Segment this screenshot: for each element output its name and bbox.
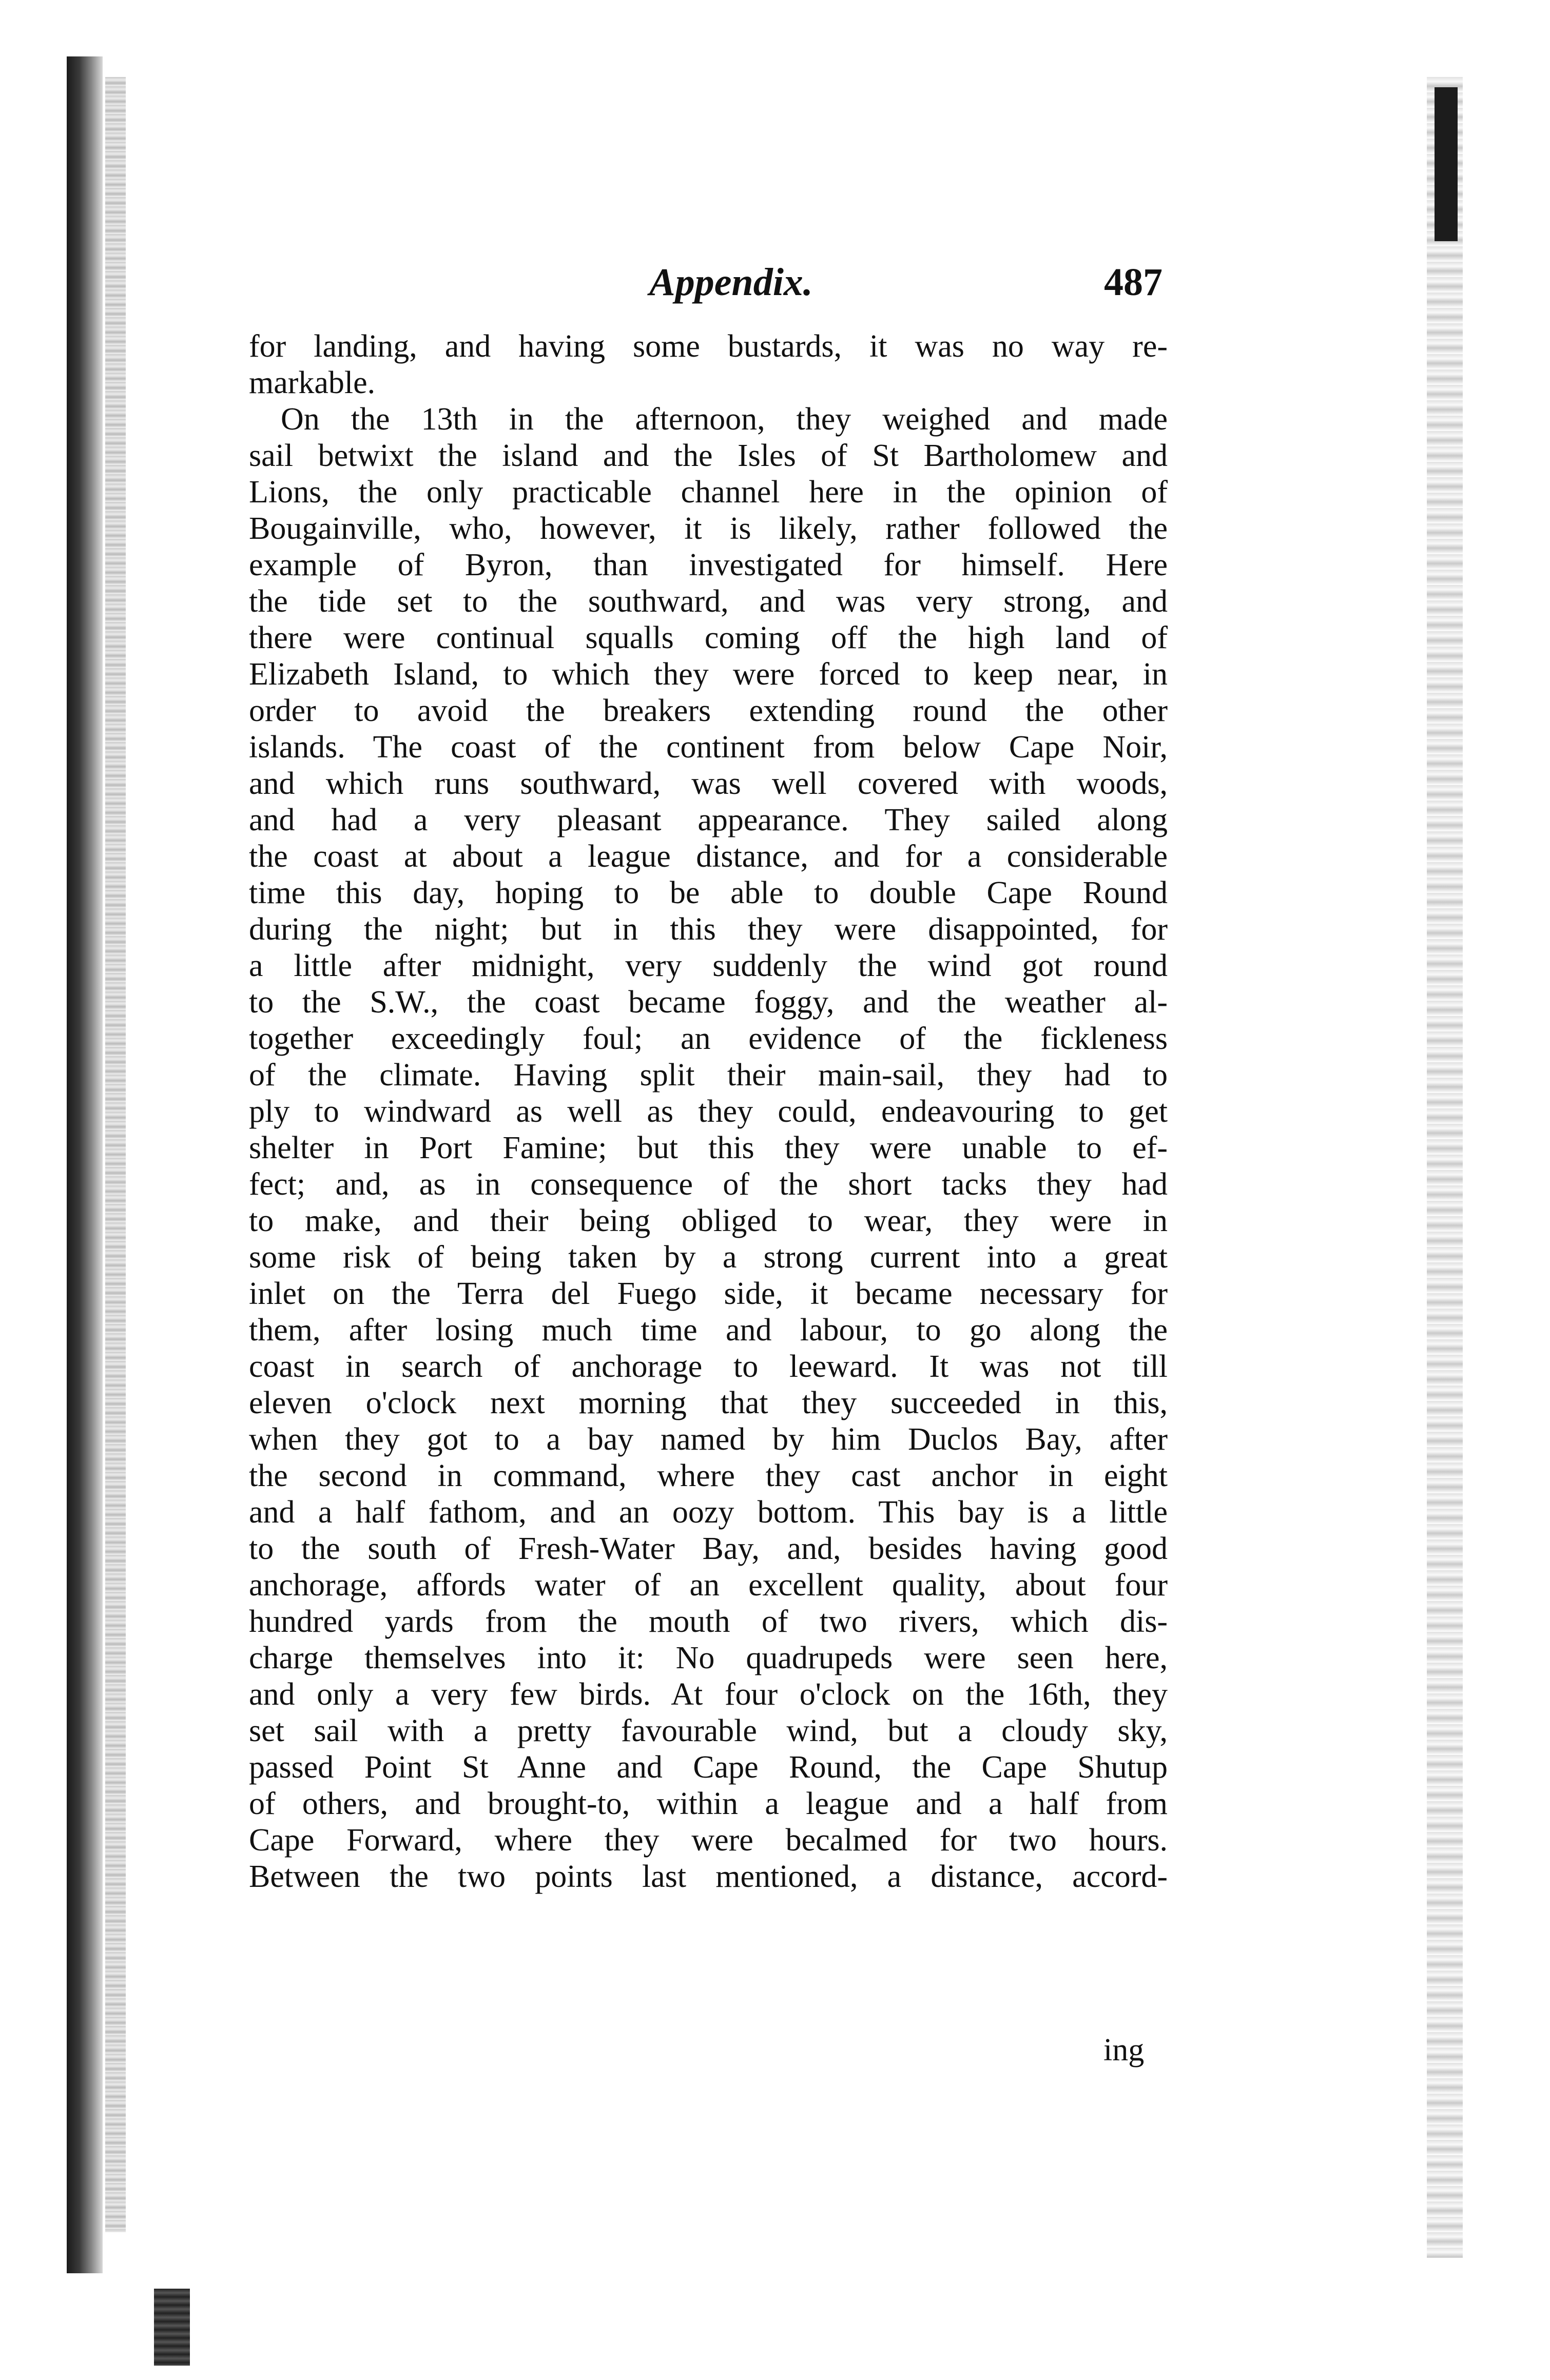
text-line: and which runs southward, was well covered with woods, <box>249 766 1168 801</box>
text-line: set sail with a pretty favourable wind, but a cloudy sky, <box>249 1713 1168 1748</box>
page-number: 487 <box>1104 261 1162 304</box>
text-line: of others, and brought-to, within a league and a half from <box>249 1786 1168 1821</box>
text-line: and had a very pleasant appearance. They sailed along <box>249 803 1168 837</box>
text-line: the coast at about a league distance, and for a considerable <box>249 839 1168 874</box>
page-edge-texture <box>105 77 126 2232</box>
text-line: to the S.W., the coast became foggy, and the weather al- <box>249 985 1168 1020</box>
catchword: ing <box>1103 2033 1145 2067</box>
running-title: Appendix. <box>649 261 813 304</box>
text-line: Elizabeth Island, to which they were forced to keep near, in <box>249 657 1168 692</box>
text-line: inlet on the Terra del Fuego side, it became necessary for <box>249 1276 1168 1311</box>
page-header <box>249 257 1173 313</box>
text-line: of the climate. Having split their main-sail, they had to <box>249 1058 1168 1093</box>
binding-shadow <box>67 56 103 2273</box>
text-line: a little after midnight, very suddenly the wind got round <box>249 948 1168 983</box>
scan-artifact-right <box>1435 87 1458 241</box>
text-line: to make, and their being obliged to wear, they were in <box>249 1203 1168 1238</box>
text-line: On the 13th in the afternoon, they weighed and made <box>281 402 1168 437</box>
text-line: Cape Forward, where they were becalmed for two hours. <box>249 1823 1168 1858</box>
text-line: fect; and, as in consequence of the short tacks they had <box>249 1167 1168 1202</box>
text-line: charge themselves into it: No quadrupeds were seen here, <box>249 1641 1168 1675</box>
text-line: sail betwixt the island and the Isles of St Bartholomew and <box>249 438 1168 473</box>
text-line: anchorage, affords water of an excellent quality, about four <box>249 1568 1168 1603</box>
page-edge-texture-right <box>1427 77 1463 2258</box>
body-text <box>249 328 1168 1895</box>
text-line: shelter in Port Famine; but this they were unable to ef- <box>249 1130 1168 1165</box>
text-line: to the south of Fresh-Water Bay, and, besides having good <box>249 1531 1168 1566</box>
text-line: markable. <box>249 365 376 400</box>
text-line: and a half fathom, and an oozy bottom. This bay is a little <box>249 1495 1168 1530</box>
text-line: the second in command, where they cast anchor in eight <box>249 1458 1168 1493</box>
text-line: passed Point St Anne and Cape Round, the Cape Shutup <box>249 1750 1168 1785</box>
text-line: ply to windward as well as they could, endeavouring to get <box>249 1094 1168 1129</box>
text-line: order to avoid the breakers extending round the other <box>249 693 1168 728</box>
text-line: during the night; but in this they were disappointed, for <box>249 912 1168 947</box>
scan-artifact <box>154 2289 190 2366</box>
text-line: Lions, the only practicable channel here in the opinion of <box>249 475 1168 510</box>
text-line: Bougainville, who, however, it is likely, rather followed the <box>249 511 1168 546</box>
text-line: when they got to a bay named by him Duclos Bay, after <box>249 1422 1168 1457</box>
text-line: hundred yards from the mouth of two rivers, which dis- <box>249 1604 1168 1639</box>
text-line: for landing, and having some bustards, it was no way re- <box>249 329 1168 364</box>
text-line: some risk of being taken by a strong current into a great <box>249 1240 1168 1275</box>
text-line: eleven o'clock next morning that they succeeded in this, <box>249 1386 1168 1420</box>
text-line: the tide set to the southward, and was very strong, and <box>249 584 1168 619</box>
text-line: islands. The coast of the continent from below Cape Noir, <box>249 730 1168 765</box>
text-line: time this day, hoping to be able to double Cape Round <box>249 875 1168 910</box>
text-line: and only a very few birds. At four o'clock on the 16th, they <box>249 1677 1168 1712</box>
text-line: example of Byron, than investigated for himself. Here <box>249 548 1168 582</box>
text-line: coast in search of anchorage to leeward. It was not till <box>249 1349 1168 1384</box>
text-line: together exceedingly foul; an evidence of the fickleness <box>249 1021 1168 1056</box>
text-line: Between the two points last mentioned, a distance, accord- <box>249 1859 1168 1894</box>
text-line: them, after losing much time and labour, to go along the <box>249 1313 1168 1348</box>
text-line: there were continual squalls coming off the high land of <box>249 620 1168 655</box>
